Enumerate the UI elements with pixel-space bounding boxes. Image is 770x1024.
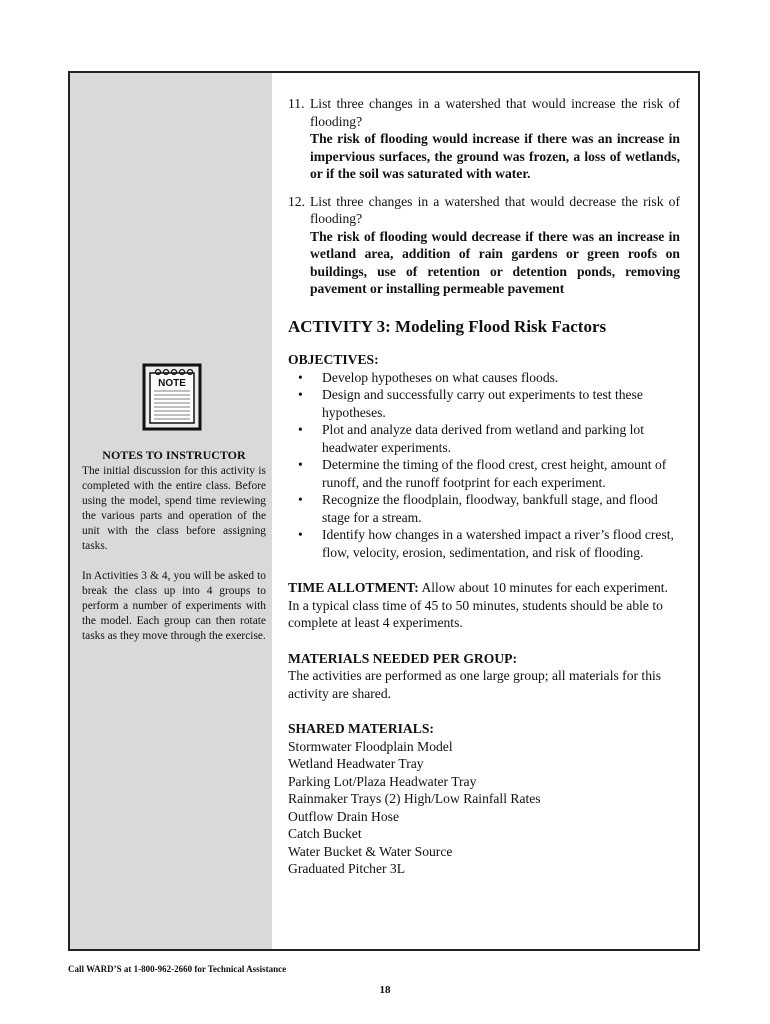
material-item: Stormwater Floodplain Model bbox=[288, 738, 453, 754]
question-text: List three changes in a watershed that would increase the risk of flooding? bbox=[310, 96, 680, 129]
objective-item: • Recognize the floodplain, floodway, bankfull stage, and flood stage for a stream. bbox=[298, 492, 658, 525]
question-text: List three changes in a watershed that would decrease the risk of flooding? bbox=[310, 193, 680, 226]
objective-item: • Plot and analyze data derived from wetland and parking lot headwater experiments. bbox=[298, 422, 644, 455]
question-number: 11. bbox=[288, 96, 305, 111]
notes-paragraph: The initial discussion for this activity is completed with the entire class. Before using the model, spend time reviewing the various parts and operation of the unit with the class before assigning tasks. bbox=[82, 465, 266, 552]
material-item: Rainmaker Trays (2) High/Low Rainfall Rates bbox=[288, 791, 541, 806]
objectives-heading: OBJECTIVES: bbox=[288, 352, 379, 367]
material-item: Parking Lot/Plaza Headwater Tray bbox=[288, 773, 477, 789]
note-icon-label: NOTE bbox=[158, 378, 186, 389]
time-allotment-label: TIME ALLOTMENT: bbox=[288, 580, 419, 595]
instructor-sidebar bbox=[70, 73, 272, 949]
objectives-list bbox=[288, 369, 680, 562]
material-item: Catch Bucket bbox=[288, 826, 362, 841]
materials-text: The activities are performed as one large group; all materials for this activity are shared. bbox=[288, 668, 662, 701]
objective-item: • Identify how changes in a watershed impact a river’s flood crest, flow, velocity, erosion, sedimentation, and risk of flooding. bbox=[298, 527, 674, 560]
question-number: 12. bbox=[288, 193, 305, 209]
objective-item: • Design and successfully carry out experiments to test these hypotheses. bbox=[298, 387, 643, 420]
activity-title: ACTIVITY 3: Modeling Flood Risk Factors bbox=[288, 316, 607, 336]
materials-heading: MATERIALS NEEDED PER GROUP: bbox=[288, 650, 517, 666]
notes-title: NOTES TO INSTRUCTOR bbox=[102, 448, 246, 462]
notes-paragraph: In Activities 3 & 4, you will be asked to break the class up into 4 groups to perform a number of experiments with the model. Each group can then rotate tasks as they move through the exercise. bbox=[82, 570, 266, 642]
time-allotment bbox=[288, 579, 680, 632]
question-11 bbox=[288, 95, 680, 183]
main-content bbox=[288, 95, 680, 878]
materials-section bbox=[288, 650, 680, 703]
question-answer: The risk of flooding would increase if there was an increase in impervious surfaces, the ground was frozen, a loss of wetlands, or if the soil was saturated with water. bbox=[310, 131, 680, 181]
notes-to-instructor bbox=[82, 448, 266, 659]
shared-materials-heading: SHARED MATERIALS: bbox=[288, 721, 434, 736]
material-item: Graduated Pitcher 3L bbox=[288, 861, 406, 876]
page-number: 18 bbox=[379, 984, 391, 996]
material-item: Outflow Drain Hose bbox=[288, 808, 399, 824]
question-12 bbox=[288, 193, 680, 298]
question-answer: The risk of flooding would decrease if there was an increase in wetland area, addition of rain gardens or green roofs on buildings, use of retention or detention ponds, removing pavement or installing permeable pavement bbox=[310, 228, 680, 296]
material-item: Water Bucket & Water Source bbox=[288, 843, 453, 859]
objective-item: • Determine the timing of the flood crest, crest height, amount of runoff, and the runoff footprint for each experiment. bbox=[298, 457, 667, 490]
content-frame bbox=[68, 71, 700, 951]
shared-materials-section bbox=[288, 720, 680, 878]
time-allotment-text: Allow about 10 minutes for each experiment. In a typical class time of 45 to 50 minutes, students should be able to complete at least 4 experiments. bbox=[288, 580, 668, 630]
objective-item: • Develop hypotheses on what causes floods. bbox=[298, 369, 559, 385]
material-item: Wetland Headwater Tray bbox=[288, 756, 424, 771]
notepad-icon bbox=[142, 363, 202, 431]
technical-assistance-footer: Call WARD’S at 1-800-962-2660 for Technical Assistance bbox=[68, 964, 287, 974]
